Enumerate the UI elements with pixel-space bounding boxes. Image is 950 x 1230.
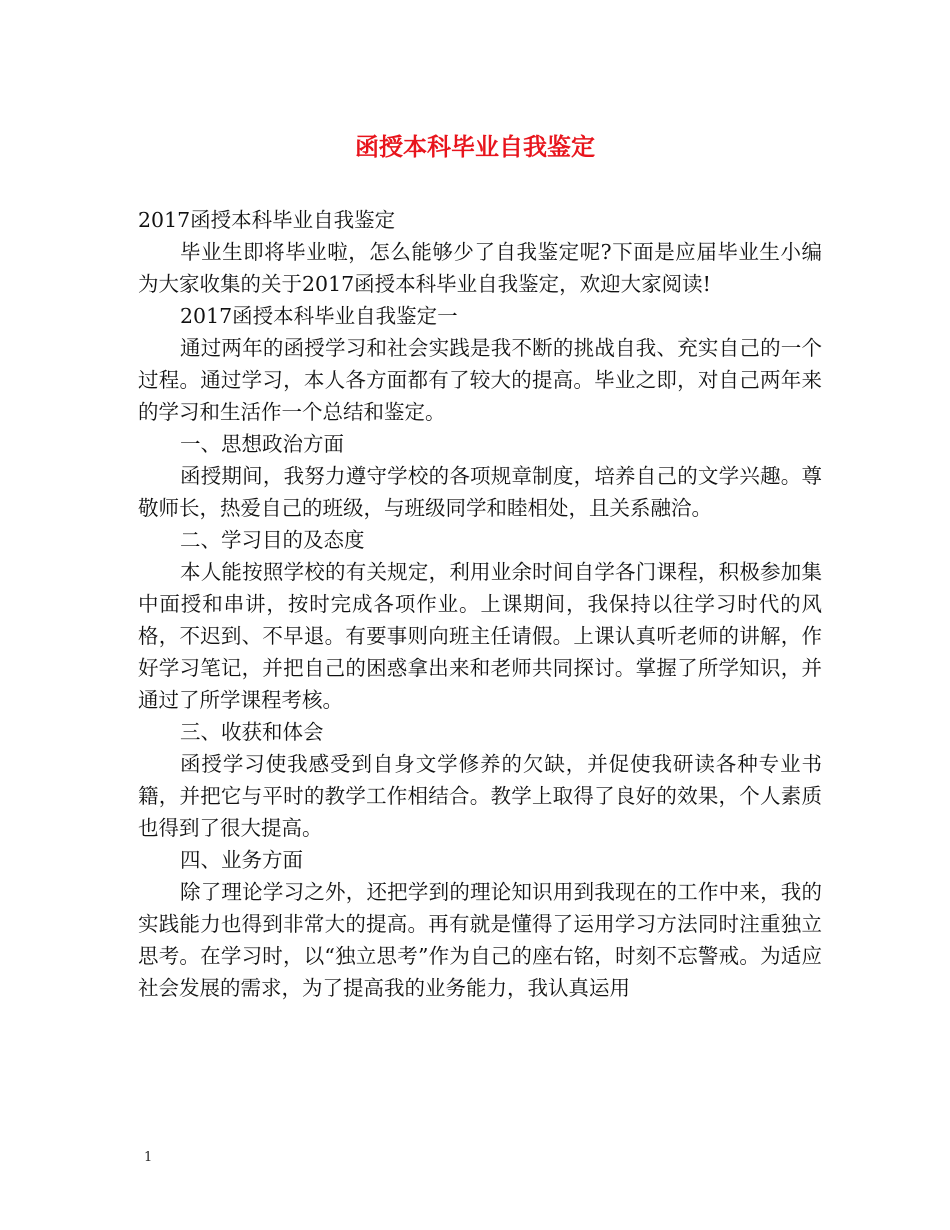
paragraph-study-attitude: 本人能按照学校的有关规定，利用业余时间自学各门课程，积极参加集中面授和串讲，按时完成各项作业。上课期间，我保持以往学习时代的风格，不迟到、不早退。有要事则向班主任请假。上课认真听老师的讲解，作好学习笔记，并把自己的困惑拿出来和老师共同探讨。掌握了所学知识，并通过了所学课程考核。	[138, 560, 822, 712]
paragraph-subtitle-one: 2017函授本科毕业自我鉴定一	[180, 304, 458, 328]
section-heading-study-attitude: 二、学习目的及态度	[180, 528, 365, 552]
paragraph-gains: 函授学习使我感受到自身文学修养的欠缺，并促使我研读各种专业书籍，并把它与平时的教学工作相结合。教学上取得了良好的效果，个人素质也得到了很大提高。	[138, 752, 822, 840]
paragraph-business: 除了理论学习之外，还把学到的理论知识用到我现在的工作中来，我的实践能力也得到非常大的提高。再有就是懂得了运用学习方法同时注重独立思考。在学习时，以“独立思考”作为自己的座右铭，时刻不忘警戒。为适应社会发展的需求，为了提高我的业务能力，我认真运用	[138, 880, 822, 1000]
page-number: 1	[144, 1150, 153, 1165]
document-body	[138, 204, 822, 1004]
paragraph-politics: 函授期间，我努力遵守学校的各项规章制度，培养自己的文学兴趣。尊敬师长，热爱自己的班级，与班级同学和睦相处，且关系融洽。	[138, 464, 822, 520]
section-heading-gains: 三、收获和体会	[180, 720, 324, 744]
section-heading-politics: 一、思想政治方面	[180, 432, 344, 456]
paragraph-intro: 毕业生即将毕业啦，怎么能够少了自我鉴定呢?下面是应届毕业生小编为大家收集的关于2017函授本科毕业自我鉴定，欢迎大家阅读!	[138, 240, 822, 296]
paragraph-overview: 通过两年的函授学习和社会实践是我不断的挑战自我、充实自己的一个过程。通过学习，本人各方面都有了较大的提高。毕业之即，对自己两年来的学习和生活作一个总结和鉴定。	[138, 336, 822, 424]
section-heading-business: 四、业务方面	[180, 848, 303, 872]
paragraph-heading-2017: 2017函授本科毕业自我鉴定	[138, 208, 396, 232]
document-title: 函授本科毕业自我鉴定	[355, 132, 595, 161]
